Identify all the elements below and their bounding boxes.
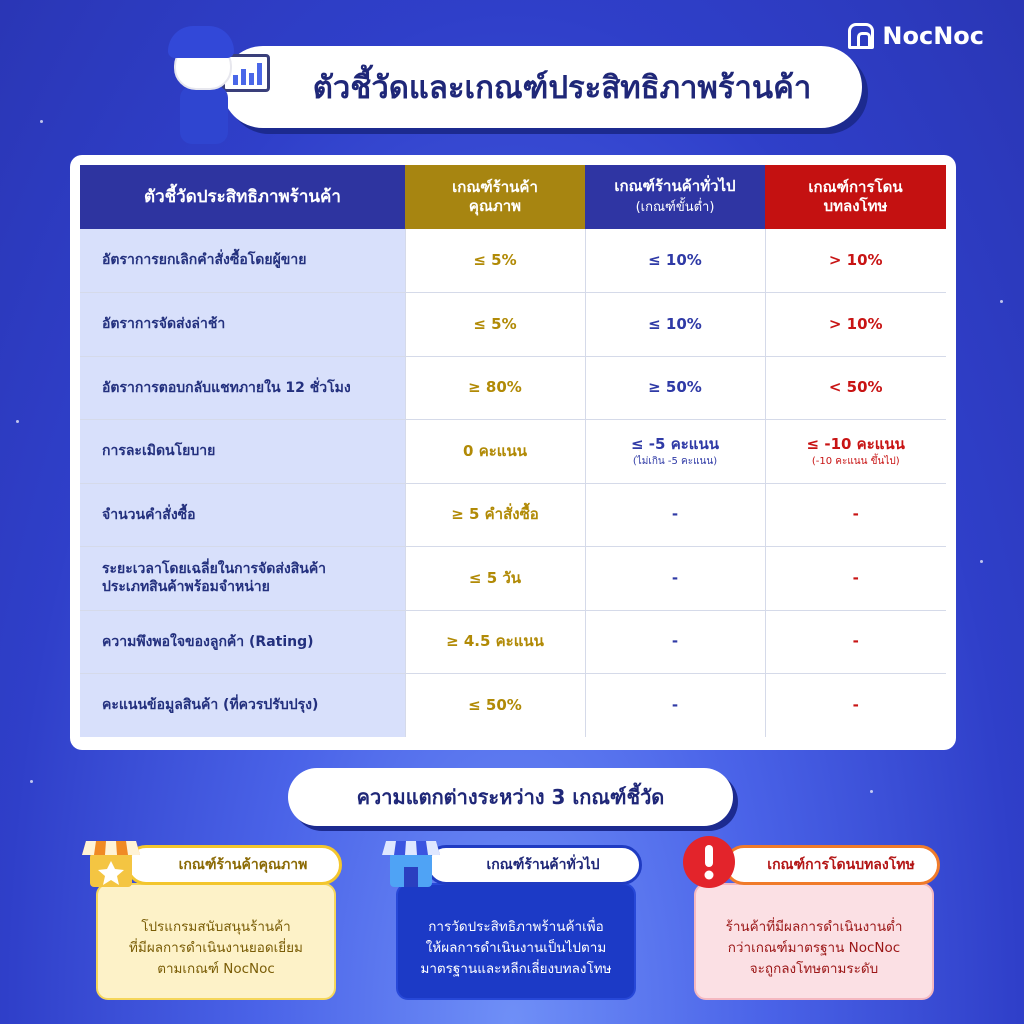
card-line: ตามเกณฑ์ NocNoc: [157, 960, 275, 977]
page-title-text: ตัวชี้วัดและเกณฑ์ประสิทธิภาพร้านค้า: [312, 70, 812, 106]
penalty-value: < 50%: [765, 356, 946, 420]
store-icon: [380, 831, 442, 893]
card-tag: เกณฑ์ร้านค้าทั่วไป: [426, 845, 642, 885]
quality-value: ≤ 50%: [405, 674, 585, 738]
quality-value: 0 คะแนน: [405, 420, 585, 484]
row-label: อัตราการยกเลิกคำสั่งซื้อโดยผู้ขาย: [80, 229, 405, 293]
penalty-value: -: [765, 483, 946, 547]
row-label: คะแนนข้อมูลสินค้า (ที่ควรปรับปรุง): [80, 674, 405, 738]
card-line: ร้านค้าที่มีผลการดำเนินงานต่ำ: [725, 919, 903, 936]
row-label: [80, 547, 405, 611]
header-general-sub: (เกณฑ์ขั้นต่ำ): [635, 199, 715, 215]
header-quality-text: เกณฑ์ร้านค้าคุณภาพ: [452, 177, 538, 215]
row-label: อัตราการจัดส่งล่าช้า: [80, 293, 405, 357]
header-general: [585, 165, 765, 229]
star-decoration: [870, 790, 873, 793]
table-row: [80, 483, 946, 547]
penalty-card: [694, 845, 934, 1000]
metrics-table-card: [70, 155, 956, 750]
header-quality: [405, 165, 585, 229]
general-value: [585, 420, 765, 484]
general-value-text: ≤ -5 คะแนน: [631, 435, 719, 453]
metrics-table: [80, 165, 946, 737]
table-row: [80, 610, 946, 674]
row-label-line1: ระยะเวลาโดยเฉลี่ยในการจัดส่งสินค้า: [102, 561, 327, 578]
star-decoration: [30, 780, 33, 783]
table-row: [80, 420, 946, 484]
row-label-line2: ประเภทสินค้าพร้อมจำหน่าย: [102, 579, 270, 596]
general-value: -: [585, 483, 765, 547]
star-decoration: [16, 420, 19, 423]
house-icon: [848, 23, 874, 49]
card-line: ที่มีผลการดำเนินงานยอดเยี่ยม: [129, 940, 303, 957]
header-general-text: เกณฑ์ร้านค้าทั่วไป: [614, 177, 736, 196]
page-title: [222, 46, 862, 128]
card-description: [96, 883, 336, 1000]
penalty-value: -: [765, 610, 946, 674]
card-description: [396, 883, 636, 1000]
row-label: จำนวนคำสั่งซื้อ: [80, 483, 405, 547]
table-header-row: [80, 165, 946, 229]
row-label: การละเมิดนโยบาย: [80, 420, 405, 484]
table-row: [80, 229, 946, 293]
brand-name: NocNoc: [882, 22, 984, 50]
general-store-card: [396, 845, 636, 1000]
card-line: ให้ผลการดำเนินงานเป็นไปตาม: [425, 940, 607, 957]
card-tag: เกณฑ์การโดนบทลงโทษ: [724, 845, 940, 885]
card-line: จะถูกลงโทษตามระดับ: [749, 960, 879, 977]
penalty-value: [765, 420, 946, 484]
card-line: โปรแกรมสนับสนุนร้านค้า: [141, 919, 291, 936]
quality-value: ≥ 4.5 คะแนน: [405, 610, 585, 674]
card-description: [694, 883, 934, 1000]
general-value: -: [585, 674, 765, 738]
mascot-illustration: [160, 14, 270, 154]
penalty-value-note: (-10 คะแนน ขึ้นไป): [811, 455, 900, 467]
table-row: [80, 356, 946, 420]
penalty-value: > 10%: [765, 293, 946, 357]
card-line: กว่าเกณฑ์มาตรฐาน NocNoc: [727, 940, 901, 957]
row-label: อัตราการตอบกลับแชทภายใน 12 ชั่วโมง: [80, 356, 405, 420]
penalty-value: > 10%: [765, 229, 946, 293]
star-decoration: [40, 120, 43, 123]
table-row: [80, 293, 946, 357]
table-row: [80, 674, 946, 738]
penalty-value-text: ≤ -10 คะแนน: [806, 435, 905, 453]
header-penalty: [765, 165, 946, 229]
header-penalty-text: เกณฑ์การโดนบทลงโทษ: [808, 177, 903, 215]
general-value: -: [585, 547, 765, 611]
star-decoration: [980, 560, 983, 563]
store-star-icon: [80, 831, 142, 893]
header-metric: ตัวชี้วัดประสิทธิภาพร้านค้า: [80, 165, 405, 229]
penalty-value: -: [765, 547, 946, 611]
card-line: การวัดประสิทธิภาพร้านค้าเพื่อ: [428, 919, 604, 936]
card-line: มาตรฐานและหลีกเลี่ยงบทลงโทษ: [420, 960, 612, 977]
quality-value: ≤ 5 วัน: [405, 547, 585, 611]
general-value: ≤ 10%: [585, 293, 765, 357]
general-value: ≤ 10%: [585, 229, 765, 293]
row-label: ความพึงพอใจของลูกค้า (Rating): [80, 610, 405, 674]
table-row: [80, 547, 946, 611]
general-value: -: [585, 610, 765, 674]
quality-value: ≤ 5%: [405, 293, 585, 357]
star-decoration: [1000, 300, 1003, 303]
quality-value: ≥ 80%: [405, 356, 585, 420]
quality-store-card: [96, 845, 336, 1000]
quality-value: ≥ 5 คำสั่งซื้อ: [405, 483, 585, 547]
quality-value: ≤ 5%: [405, 229, 585, 293]
penalty-value: -: [765, 674, 946, 738]
general-value-note: (ไม่เกิน -5 คะแนน): [632, 455, 718, 467]
card-tag: เกณฑ์ร้านค้าคุณภาพ: [126, 845, 342, 885]
brand-logo: [848, 22, 984, 50]
general-value: ≥ 50%: [585, 356, 765, 420]
warning-icon: [678, 831, 740, 893]
section-subtitle: ความแตกต่างระหว่าง 3 เกณฑ์ชี้วัด: [288, 768, 733, 826]
